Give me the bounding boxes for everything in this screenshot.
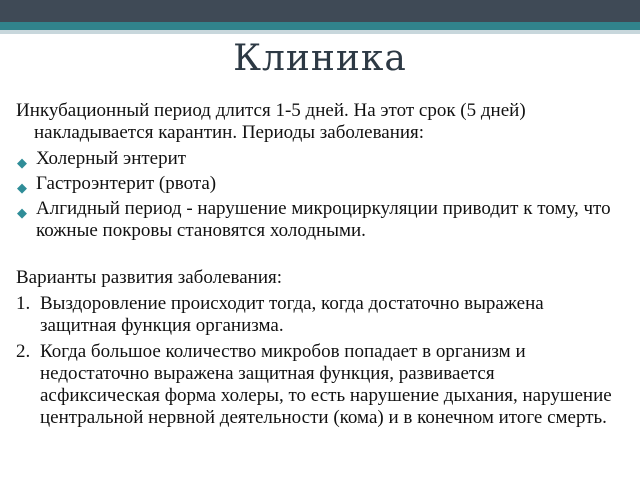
item-number: 2. — [16, 341, 31, 362]
accent-stripe-light — [0, 30, 640, 34]
list-item-text: Холерный энтерит — [36, 148, 187, 169]
list-item — [16, 148, 616, 170]
list-item — [16, 341, 616, 429]
item-number: 1. — [16, 293, 31, 314]
spacer — [16, 245, 616, 267]
diamond-bullet-icon: ◆ — [17, 205, 27, 220]
list-item-text: Алгидный период - нарушение микроциркуляции приводит к тому, что кожные покровы становятся холодными. — [36, 198, 611, 241]
list-item-text: Гастроэнтерит (рвота) — [36, 173, 217, 194]
list-item-text: Когда большое количество микробов попадает в организм и недостаточно выражена защитная функция, развивается асфиксическая форма холеры, то есть нарушение дыхания, нарушение центральной нервной деятельности (кома) и в конечном итоге смерть. — [40, 341, 612, 428]
variants-list — [16, 293, 616, 429]
accent-stripe — [0, 22, 640, 30]
list-item — [16, 173, 616, 195]
list-item — [16, 198, 616, 242]
list-item-text: Выздоровление происходит тогда, когда достаточно выражена защитная функция организма. — [40, 293, 544, 336]
list-item — [16, 293, 616, 337]
intro-paragraph: Инкубационный период длится 1-5 дней. На этот срок (5 дней) накладывается карантин. Периоды заболевания: — [16, 100, 526, 143]
slide-title: Клиника — [233, 38, 407, 79]
variants-heading: Варианты развития заболевания: — [16, 267, 283, 288]
slide-body — [16, 100, 616, 433]
bullet-list — [16, 148, 616, 242]
diamond-bullet-icon: ◆ — [17, 155, 27, 170]
header-band — [0, 0, 640, 22]
diamond-bullet-icon: ◆ — [17, 180, 27, 195]
